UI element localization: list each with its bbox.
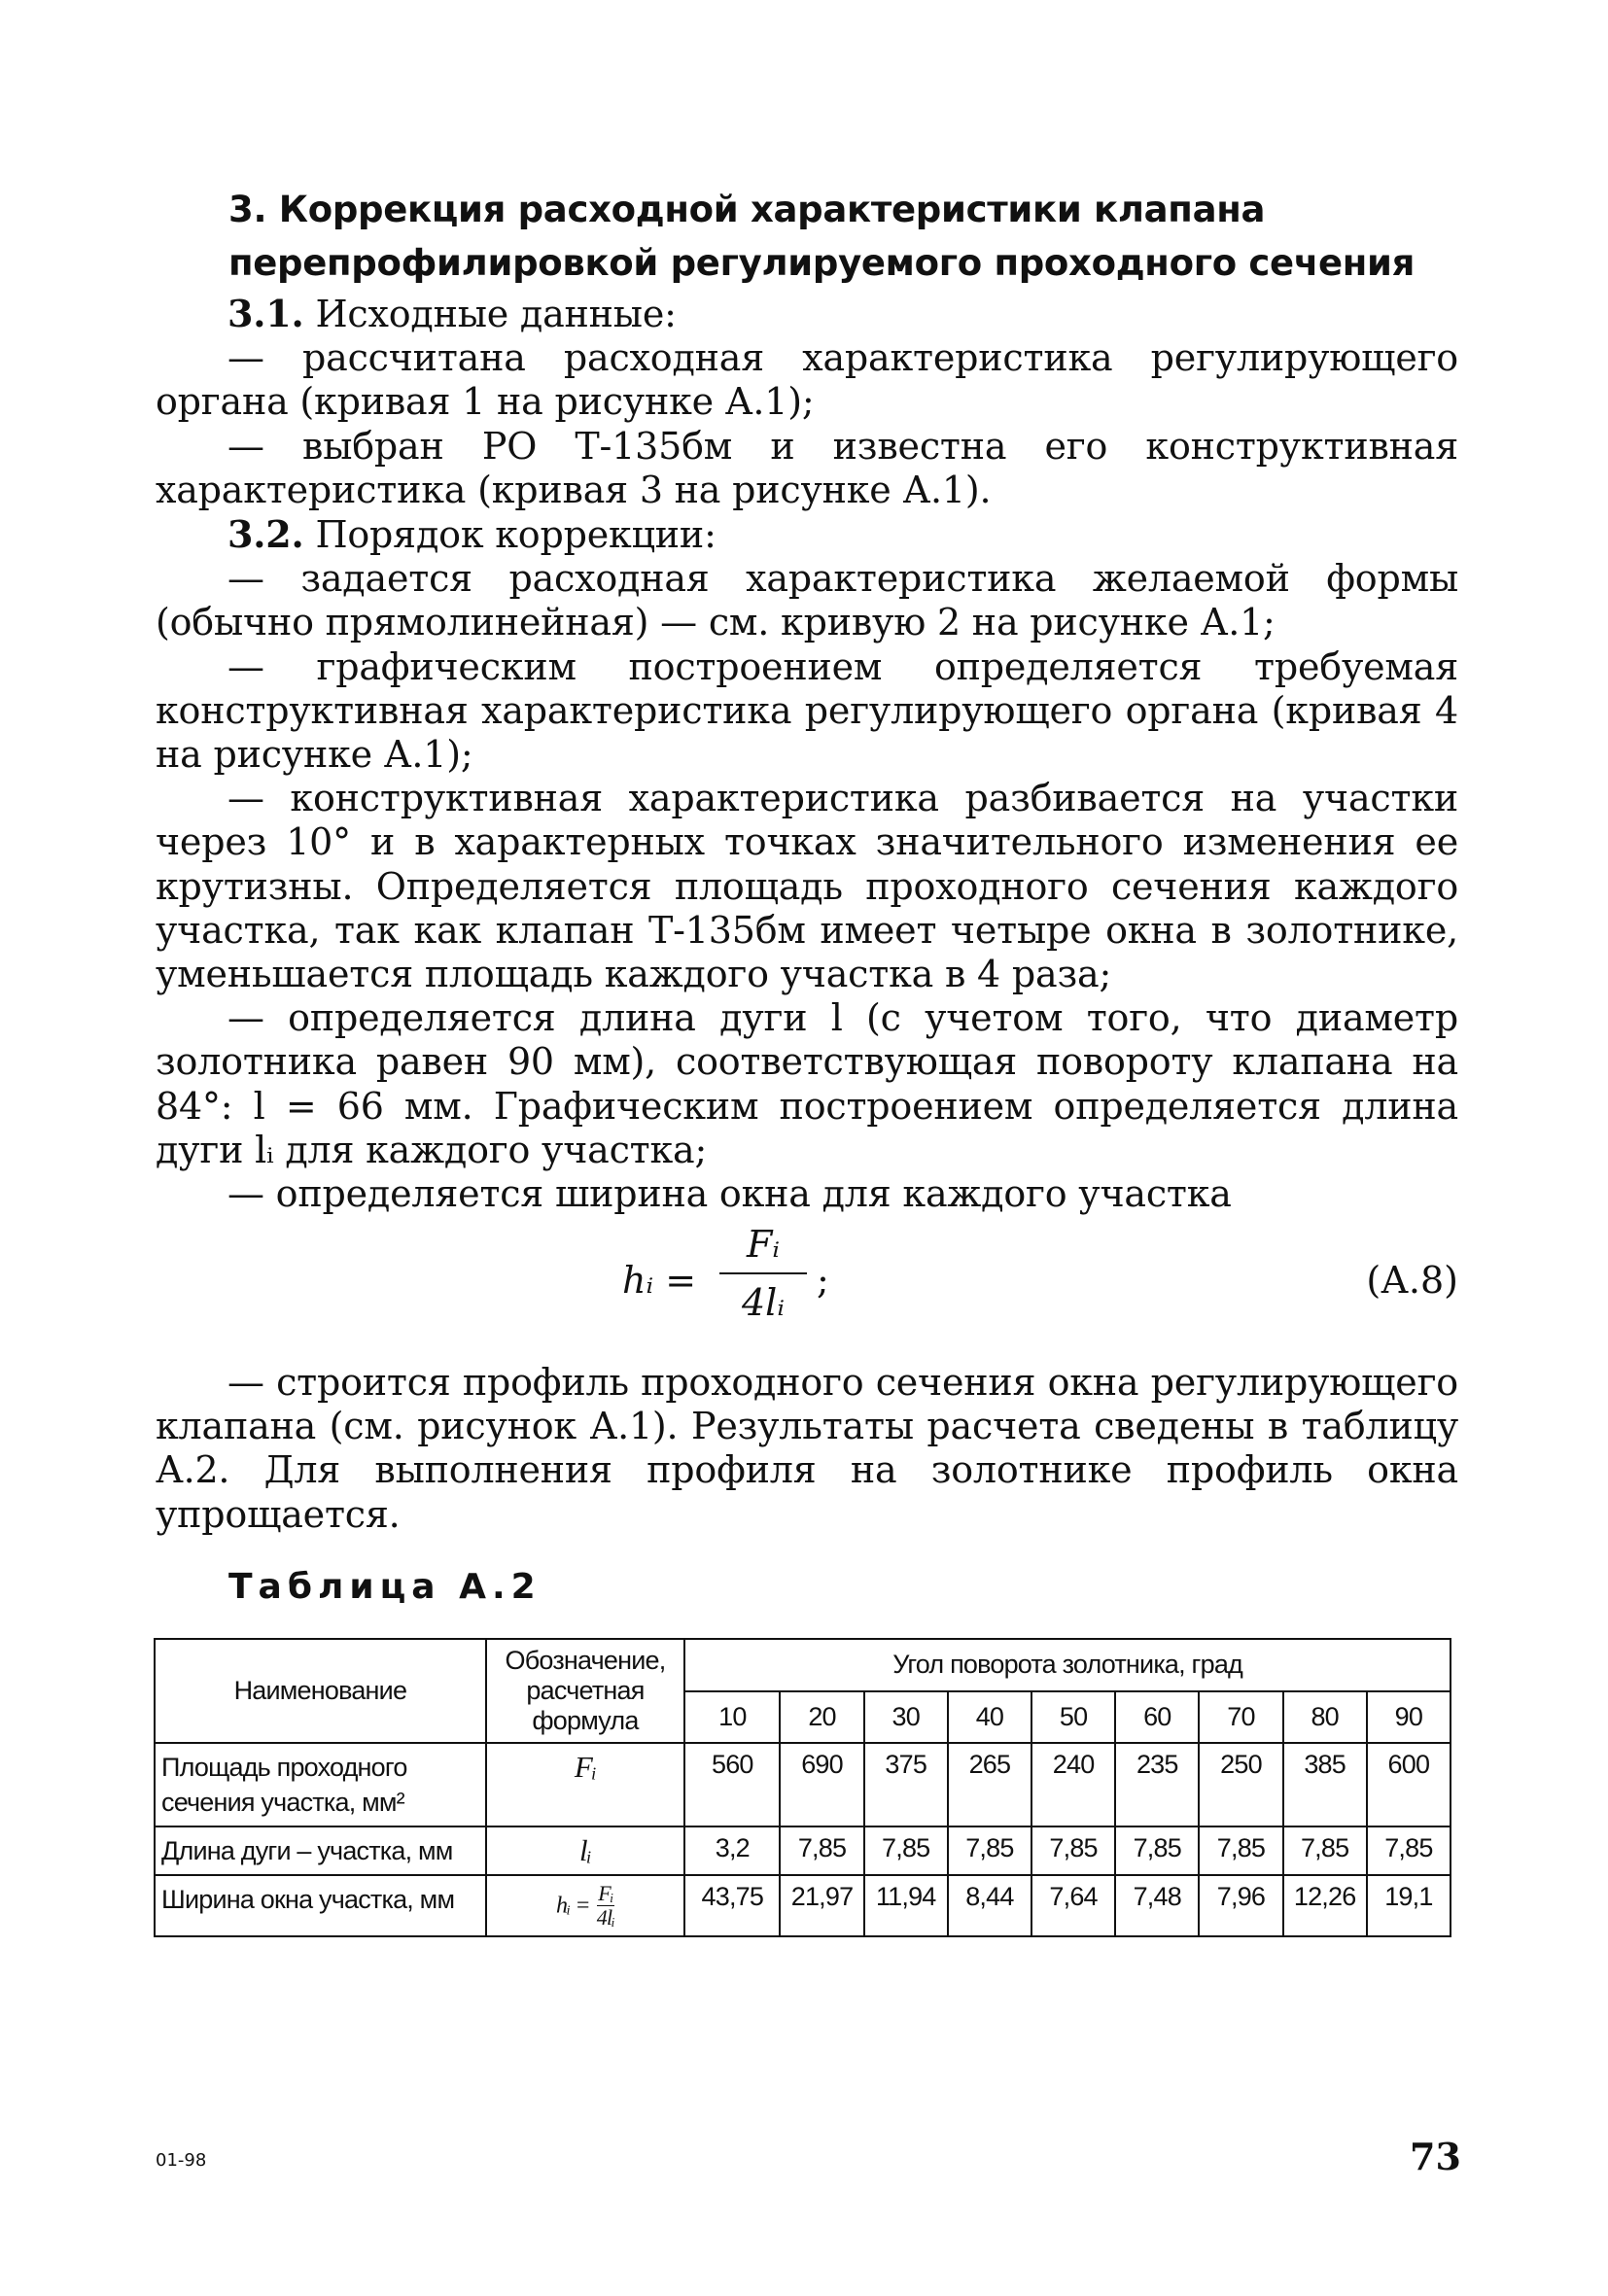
- header-angle: 70: [1199, 1691, 1282, 1744]
- table-cell: 43,75: [684, 1875, 780, 1936]
- table-cell: 3,2: [684, 1826, 780, 1875]
- subsection-number: 3.1.: [227, 292, 304, 335]
- table-cell: 235: [1115, 1743, 1199, 1826]
- table-cell: 7,96: [1199, 1875, 1282, 1936]
- paragraph: — строится профиль проходного сечения окна регулирующего клапана (см. рисунок А.1). Результаты расчета сведены в таблицу А.2. Для выполнения профиля на золотнике профиль окна упрощается.: [156, 1361, 1458, 1536]
- table-cell: 7,85: [948, 1826, 1031, 1875]
- section-heading: [228, 183, 1483, 290]
- table-cell: 7,85: [1115, 1826, 1199, 1875]
- formula-number: (А.8): [1366, 1259, 1458, 1302]
- formula-a8: [622, 1220, 1468, 1346]
- subsection-title: Исходные данные:: [315, 293, 677, 335]
- paragraph: — задается расходная характеристика желаемой формы (обычно прямолинейная) — см. кривую 2 на рисунке А.1;: [156, 557, 1458, 644]
- row-symbol: lᵢ: [486, 1826, 684, 1875]
- paragraph: — рассчитана расходная характеристика регулирующего органа (кривая 1 на рисунке А.1);: [156, 336, 1458, 424]
- header-angle: 60: [1115, 1691, 1199, 1744]
- paragraph: — графическим построением определяется требуемая конструктивная характеристика регулирующего органа (кривая 4 на рисунке А.1);: [156, 644, 1458, 777]
- header-angle-group: Угол поворота золотника, град: [684, 1639, 1451, 1691]
- table-row: [155, 1743, 1451, 1826]
- table-cell: 21,97: [780, 1875, 863, 1936]
- subsection-3-1-title: [156, 292, 1458, 336]
- table-cell: 7,85: [864, 1826, 948, 1875]
- row-name: Площадь проходного сечения участка, мм²: [155, 1743, 486, 1826]
- row-symbol-formula: [486, 1875, 684, 1936]
- table-cell: 7,64: [1031, 1875, 1115, 1936]
- header-angle: 40: [948, 1691, 1031, 1744]
- formula-lhs: [622, 1259, 696, 1302]
- formula-equals: =: [665, 1259, 697, 1302]
- row-name: Ширина окна участка, мм: [155, 1875, 486, 1936]
- header-angle: 80: [1283, 1691, 1367, 1744]
- table-cell: 385: [1283, 1743, 1367, 1826]
- table-cell: 11,94: [864, 1875, 948, 1936]
- header-angle: 10: [684, 1691, 780, 1744]
- table-cell: 7,85: [1283, 1826, 1367, 1875]
- table-cell: 265: [948, 1743, 1031, 1826]
- table-row: [155, 1875, 1451, 1936]
- table-cell: 375: [864, 1743, 948, 1826]
- table-cell: 7,85: [1031, 1826, 1115, 1875]
- header-angle: 50: [1031, 1691, 1115, 1744]
- table-cell: 7,85: [780, 1826, 863, 1875]
- table-cell: 560: [684, 1743, 780, 1826]
- data-table: [154, 1638, 1451, 1937]
- body-text-continued: [156, 1361, 1458, 1537]
- formula-denominator: 4lᵢ: [596, 1905, 614, 1930]
- table-cell: 240: [1031, 1743, 1115, 1826]
- table-cell: 600: [1367, 1743, 1451, 1826]
- row-symbol: Fᵢ: [486, 1743, 684, 1826]
- table-cell: 7,48: [1115, 1875, 1199, 1936]
- table-cell: 8,44: [948, 1875, 1031, 1936]
- table-header-row: [155, 1639, 1451, 1691]
- formula-denominator: 4lᵢ: [742, 1281, 785, 1324]
- table-cell: 250: [1199, 1743, 1282, 1826]
- table-cell: 690: [780, 1743, 863, 1826]
- table-cell: 19,1: [1367, 1875, 1451, 1936]
- table-cell: 7,85: [1367, 1826, 1451, 1875]
- body-text: [156, 292, 1458, 1216]
- header-angle: 30: [864, 1691, 948, 1744]
- formula-lhs-symbol: hᵢ: [622, 1259, 654, 1302]
- paragraph: — выбран РО Т-135бм и известна его конструктивная характеристика (кривая 3 на рисунке А.1).: [156, 424, 1458, 511]
- table-cell: 7,85: [1199, 1826, 1282, 1875]
- row-name: Длина дуги – участка, мм: [155, 1826, 486, 1875]
- page-number: 73: [1410, 2135, 1461, 2178]
- formula-numerator: Fᵢ: [598, 1881, 613, 1905]
- heading-line-1: 3. Коррекция расходной характеристики клапана: [228, 189, 1266, 230]
- footer-code: 01-98: [156, 2150, 207, 2171]
- table-cell: 12,26: [1283, 1875, 1367, 1936]
- fraction-bar: [719, 1272, 807, 1274]
- header-symbol: Обозначение, расчетная формула: [486, 1639, 684, 1743]
- table-row: [155, 1826, 1451, 1875]
- formula-lhs: hᵢ =: [556, 1893, 590, 1919]
- paragraph: — определяется ширина окна для каждого участка: [227, 1172, 1232, 1216]
- table-title: Таблица А.2: [228, 1567, 542, 1607]
- header-angle: 20: [780, 1691, 863, 1744]
- subsection-title: Порядок коррекции:: [315, 513, 717, 557]
- subsection-number: 3.2.: [227, 512, 304, 557]
- paragraph: — конструктивная характеристика разбивается на участки через 10° и в характерных точках значительного изменения ее крутизны. Определяется площадь проходного сечения каждого участка, так как клапан Т-135бм имеет четыре окна в золотнике, уменьшается площадь каждого участка в 4 раза;: [156, 777, 1458, 996]
- heading-line-2: перепрофилировкой регулируемого проходного сечения: [228, 242, 1416, 284]
- formula-semicolon: ;: [817, 1259, 829, 1302]
- formula-numerator: Fᵢ: [746, 1223, 780, 1266]
- subsection-3-2-title: [156, 512, 1458, 557]
- header-angle: 90: [1367, 1691, 1451, 1744]
- formula-fraction: [597, 1882, 614, 1930]
- paragraph: — определяется длина дуги l (с учетом того, что диаметр золотника равен 90 мм), соответствующая повороту клапана на 84°: l = 66 мм. Графическим построением определяется длина дуги lᵢ для каждого участка;: [156, 996, 1458, 1171]
- header-name: Наименование: [155, 1639, 486, 1743]
- formula-fraction: [719, 1220, 807, 1327]
